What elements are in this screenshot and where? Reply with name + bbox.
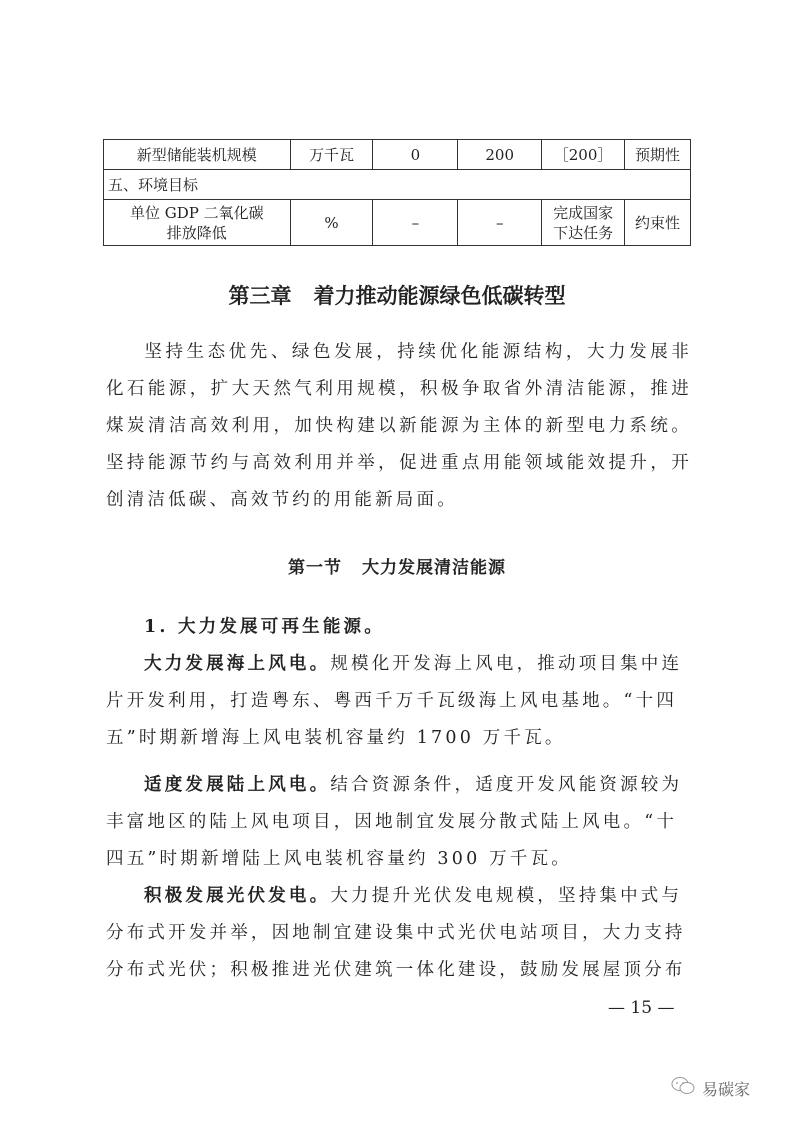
- item-line: 四五”时期新增陆上风电装机容量约 300 万千瓦。: [106, 849, 572, 869]
- line-text: 大力提升光伏发电规模，坚持集中式与: [330, 886, 683, 906]
- cell-line: 完成国家: [553, 203, 614, 222]
- table-row: [104, 140, 691, 170]
- watermark: [670, 1076, 750, 1100]
- targets-table: [103, 139, 691, 246]
- line-text: 结合资源条件，适度开发风能资源较为: [330, 775, 683, 795]
- item-line: 片开发利用，打造粤东、粤西千万千瓦级海上风电基地。“十四: [106, 691, 678, 711]
- item-lead: 适度发展陆上风电。: [144, 775, 331, 795]
- attribute-cell: 约束性: [625, 200, 691, 246]
- value-cell: 0: [373, 140, 458, 170]
- item-line: [144, 646, 730, 683]
- indicator-cell: [104, 200, 291, 246]
- unit-cell: 万千瓦: [290, 140, 373, 170]
- item-line: [144, 878, 730, 915]
- paragraph-text: 坚持生态优先、绿色发展，持续优化能源结构，大力发展非化石能源，扩大天然气利用规模，积极争取省外清洁能源，推进煤炭清洁高效利用，加快构建以新能源为主体的新型电力系统。坚持能源节约与高效利用并举，促进重点用能领域能效提升，开创清洁低碳、高效节约的用能新局面。: [106, 342, 692, 510]
- subheading: 1. 大力发展可再生能源。: [144, 617, 385, 637]
- wechat-icon: [670, 1076, 696, 1100]
- section-cell: 五、环境目标: [104, 170, 691, 200]
- item-lead: 积极发展光伏发电。: [144, 886, 331, 906]
- intro-paragraph: [106, 334, 692, 519]
- table-section-row: [104, 170, 691, 200]
- section-title: 大力发展清洁能源: [362, 558, 506, 578]
- cell-line: 排放降低: [166, 223, 227, 242]
- value-cell: ［200］: [542, 140, 625, 170]
- chapter-number: 第三章: [228, 284, 292, 308]
- value-cell: 200: [458, 140, 542, 170]
- section-heading: [0, 553, 794, 578]
- cell-line: 单位 GDP 二氧化碳: [129, 203, 264, 222]
- item-line: [144, 767, 730, 804]
- unit-cell: %: [290, 200, 373, 246]
- indicator-cell: 新型储能装机规模: [104, 140, 291, 170]
- value-cell: –: [458, 200, 542, 246]
- chapter-title: 着力推动能源绿色低碳转型: [313, 284, 566, 308]
- table-row: [104, 200, 691, 246]
- page-number: — 15 —: [608, 998, 675, 1018]
- item-lead: 大力发展海上风电。: [144, 654, 331, 674]
- line-text: 规模化开发海上风电，推动项目集中连: [330, 654, 683, 674]
- chapter-heading: [0, 280, 794, 310]
- item-line: 丰富地区的陆上风电项目，因地制宜发展分散式陆上风电。“十: [106, 812, 678, 832]
- item-line: 五”时期新增海上风电装机容量约 1700 万千瓦。: [106, 728, 566, 748]
- section-number: 第一节: [288, 558, 342, 578]
- cell-line: 下达任务: [553, 223, 614, 242]
- watermark-label: 易碳家: [702, 1079, 751, 1099]
- value-cell: –: [373, 200, 458, 246]
- value-cell: [542, 200, 625, 246]
- attribute-cell: 预期性: [625, 140, 691, 170]
- item-line: 分布式光伏；积极推进光伏建筑一体化建设，鼓励发展屋顶分布: [106, 960, 686, 980]
- item-line: 分布式开发并举，因地制宜建设集中式光伏电站项目，大力支持: [106, 923, 686, 943]
